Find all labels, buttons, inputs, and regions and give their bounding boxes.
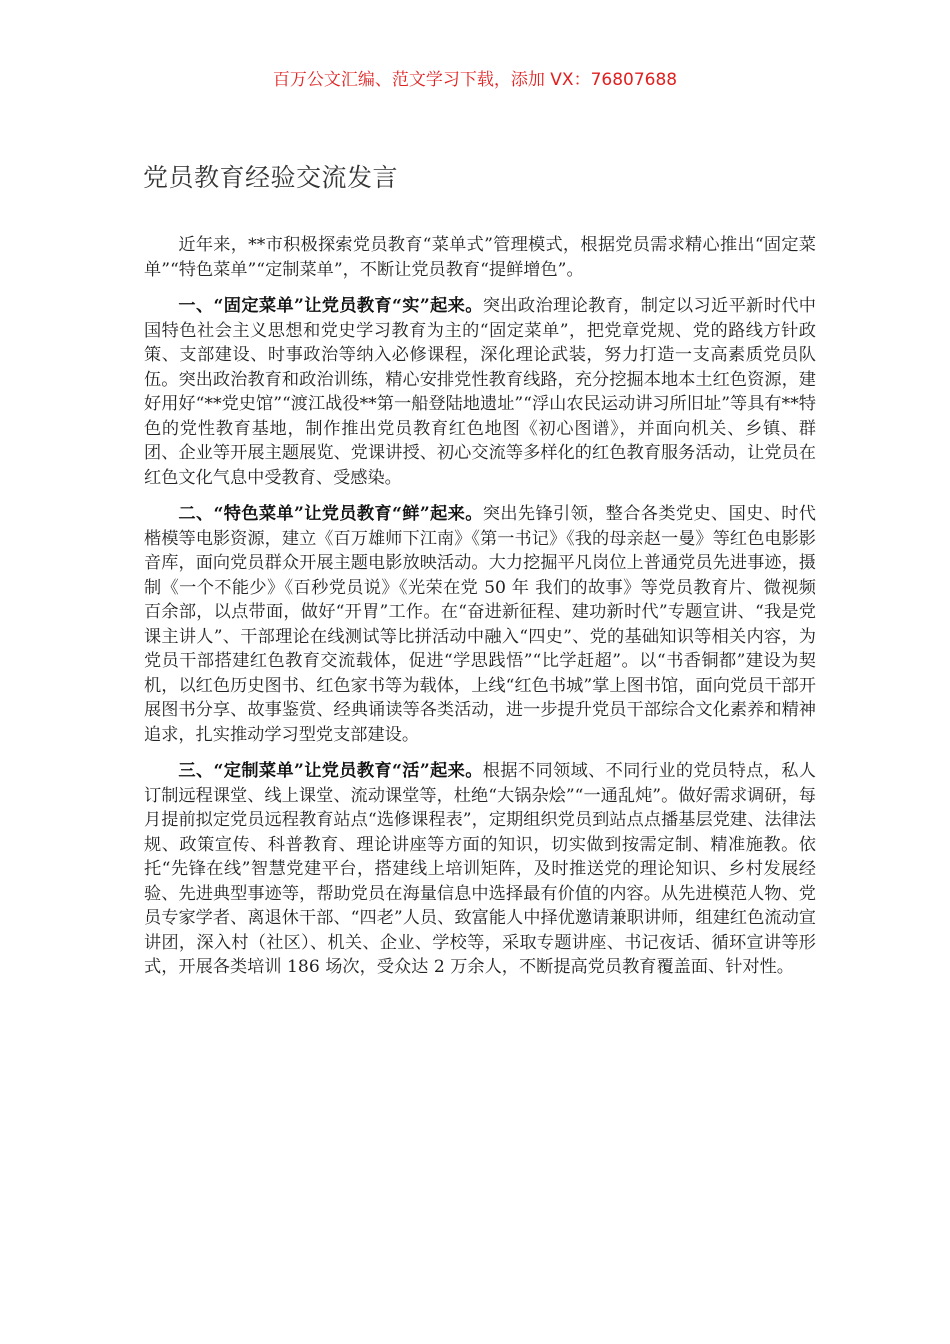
- paragraph-text: 根据不同领域、不同行业的党员特点，私人订制远程课堂、线上课堂、流动课堂等，杜绝“大锅杂烩”“一通乱炖”。做好需求调研，每月提前拟定党员远程教育站点“选修课程表”，定期组织党员到站点点播基层党建、法律法规、政策宣传、科普教育、理论讲座等方面的知识，切实做到按需定制、精准施教。依托“先锋在线”智慧党建平台，搭建线上培训矩阵，及时推送党的理论知识、乡村发展经验、先进典型事迹等，帮助党员在海量信息中选择最有价值的内容。从先进模范人物、党员专家学者、离退休干部、“四老”人员、致富能人中择优邀请兼职讲师，组建红色流动宣讲团，深入村（社区）、机关、企业、学校等，采取专题讲座、书记夜话、循环宣讲等形式，开展各类培训 186 场次，受众达 2 万余人，不断提高党员教育覆盖面、针对性。: [144, 761, 816, 977]
- paragraph-heading: 一、“固定菜单”让党员教育“实”起来。: [178, 296, 483, 316]
- paragraph-text: 突出先锋引领，整合各类党史、国史、时代楷模等电影资源，建立《百万雄师下江南》《第一书记》《我的母亲赵一曼》等红色电影影音库，面向党员群众开展主题电影放映活动。大力挖掘平凡岗位上普通党员先进事迹，摄制《一个不能少》《百秒党员说》《光荣在党 50 年 我们的故事》等党员教育片、微视频百余部，以点带面，做好“开胃”工作。在“奋进新征程、建功新时代”专题宣讲、“我是党课主讲人”、干部理论在线测试等比拼活动中融入“四史”、党的基础知识等相关内容，为党员干部搭建红色教育交流载体，促进“学思践悟”“比学赶超”。以“书香铜都”建设为契机，以红色历史图书、红色家书等为载体，上线“红色书城”掌上图书馆，面向党员干部开展图书分享、故事鉴赏、经典诵读等各类活动，进一步提升党员干部综合文化素养和精神追求，扎实推动学习型党支部建设。: [144, 504, 816, 745]
- paragraph-section-3: [144, 759, 816, 980]
- paragraph-intro: [144, 233, 816, 282]
- paragraph-text: 近年来，**市积极探索党员教育“菜单式”管理模式，根据党员需求精心推出“固定菜单”“特色菜单”“定制菜单”，不断让党员教育“提鲜增色”。: [144, 235, 816, 280]
- paragraph-heading: 二、“特色菜单”让党员教育“鲜”起来。: [178, 504, 483, 524]
- paragraph-heading: 三、“定制菜单”让党员教育“活”起来。: [178, 761, 483, 781]
- document-body: [144, 233, 816, 992]
- paragraph-section-1: [144, 294, 816, 490]
- promo-banner: 百万公文汇编、范文学习下载，添加 VX：76807688: [272, 70, 678, 90]
- paragraph-text: 突出政治理论教育，制定以习近平新时代中国特色社会主义思想和党史学习教育为主的“固定菜单”，把党章党规、党的路线方针政策、支部建设、时事政治等纳入必修课程，深化理论武装，努力打造一支高素质党员队伍。突出政治教育和政治训练，精心安排党性教育线路，充分挖掘本地本土红色资源，建好用好“**党史馆”“渡江战役**第一船登陆地遗址”“浮山农民运动讲习所旧址”等具有**特色的党性教育基地，制作推出党员教育红色地图《初心图谱》，并面向机关、乡镇、群团、企业等开展主题展览、党课讲授、初心交流等多样化的红色教育服务活动，让党员在红色文化气息中受教育、受感染。: [144, 296, 816, 488]
- paragraph-section-2: [144, 502, 816, 747]
- document-title: 党员教育经验交流发言: [143, 163, 399, 192]
